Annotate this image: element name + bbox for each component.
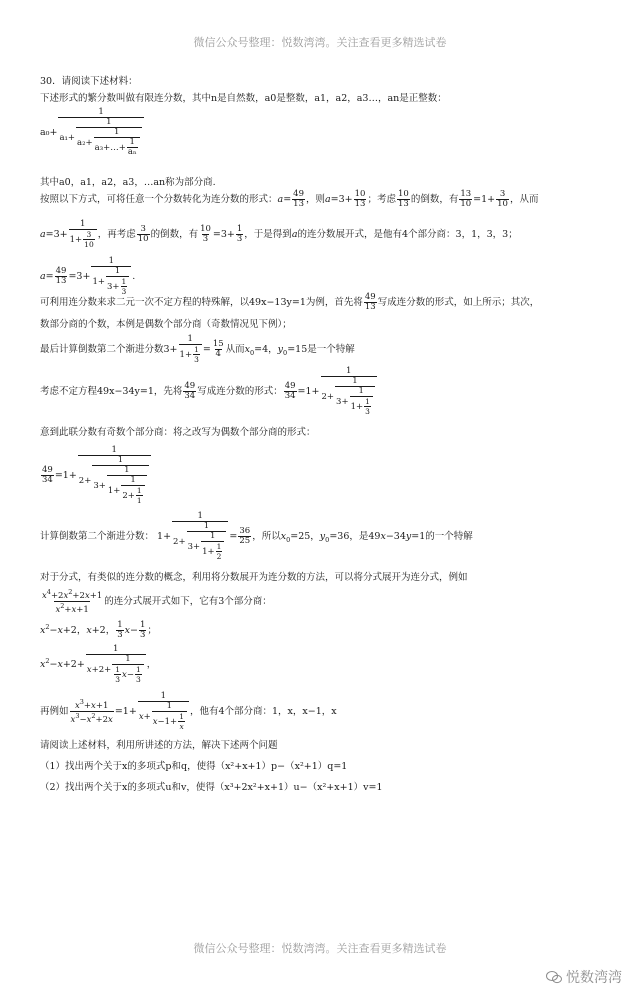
question-1: （1）找出两个关于x的多项式p和q，使得（x²+x+1）p−（x²+1）q=1 (40, 761, 348, 772)
formula-line: $x^2-x+2$，x+2， $\frac{1}{3}$ x− $\frac{1}{3}$ ； (40, 620, 157, 640)
formula-line: 按照以下方式，可将任意一个分数转化为连分数的形式：a= $\frac{49}{13}$ ，则a=3+ $\frac{10}{13}$ ；考虑 $\frac{10}{13}$ 的倒数，有 $\frac{13}{10}$ =1+ $\frac{3}{10}$ ，从而 (40, 189, 539, 209)
question-2: （2）找出两个关于x的多项式u和v，使得（x³+2x²+x+1）u−（x²+x+1）v=1 (40, 782, 383, 793)
text-line: 其中a0，a1，a2，a3，…an称为部分商. (40, 177, 216, 188)
text-line: 请阅读上述材料，利用所讲述的方法，解决下述两个问题 (40, 740, 278, 751)
text-line: 下述形式的繁分数叫做有限连分数，其中n是自然数，a0是整数，a1，a2，a3…，an是正整数： (40, 93, 447, 104)
watermark (546, 967, 622, 987)
formula-general: a₀+ 1 a₁+ 1 a₂+ 1 a₃+…+ $\frac{1}{\text{aₙ}}$ (40, 108, 145, 157)
problem-number: 30．请阅读下述材料： (40, 76, 138, 87)
formula-line: 最后计算倒数第二个渐进分数3+ 1 1+ $\frac{1}{3}$ = $\frac{15}{4}$ 从而$x_0=4$，$y_0=15$是一个特解 (40, 334, 355, 364)
formula-line: $\frac{x^4+2x^2+2x+1}{x^2+x+1}$ 的连分式展开式如下，它有3个部分商： (42, 588, 272, 615)
formula-line: 考虑不定方程49x−34y=1，先将 $\frac{49}{34}$ 写成连分数的形式： $\frac{49}{34}$ =1+ 1 2+ 1 3+ 1 1+ $\frac{1}{3}$ (40, 367, 378, 416)
formula-line: a=3+ 1 1+ $\frac{3}{10}$ ，再考虑 $\frac{3}{10}$ 的倒数，有 $\frac{10}{3}$ =3+ $\frac{1}{3}$ ，于是得到a的连分数展开式，是他有4个部分商：3，1，3，3； (40, 219, 518, 249)
formula-line: 可利用连分数来求二元一次不定方程的特殊解，以49x−13y=1为例，首先将 $\frac{49}{13}$ 写成连分数的形式，如上所示；其次， (40, 292, 540, 312)
formula-line: $x^2-x+2+$ 1 x+2+ 1 $\frac{1}{3}$ x− $\frac{1}{3}$ ， (40, 644, 157, 684)
text-line: 意到此联分数有奇数个部分商：将之改写为偶数个部分商的形式： (40, 427, 316, 438)
text-line: 数部分商的个数，本例是偶数个部分商（奇数情况见下例）； (40, 319, 292, 330)
wechat-icon (546, 970, 562, 984)
watermark-text: 悦数湾湾 (566, 970, 622, 986)
formula-line: 计算倒数第二个渐进分数： 1+ 1 2+ 1 3+ 1 1+ $\frac{1}{2}$ = $\frac{36}{25}$ ，所以$x_0=25$，$y_0=36$，是49x−34y=1的一个特解 (40, 511, 473, 561)
page-footer: 微信公众号整理：悦数湾湾。关注查看更多精选试卷 (193, 942, 447, 955)
page-header: 微信公众号整理：悦数湾湾。关注查看更多精选试卷 (193, 36, 447, 49)
formula-line: a= $\frac{49}{13}$ =3+ 1 1+ 1 3+ $\frac{1}{3}$ . (40, 256, 136, 296)
formula-line: 再例如 $\frac{x^3+x+1}{x^3-x^2+2x}$ =1+ 1 x+ 1 x−1+ $\frac{1}{x}$ ，他有4个部分商：1，x，x−1，x (40, 691, 337, 731)
text-line: 对于分式，有类似的连分数的概念，利用将分数展开为连分数的方法，可以将分式展开为连分式，例如 (40, 572, 468, 583)
formula-line: $\frac{49}{34}$ =1+ 1 2+ 1 3+ 1 1+ 1 2+ $\frac{1}{1}$ (40, 446, 152, 505)
